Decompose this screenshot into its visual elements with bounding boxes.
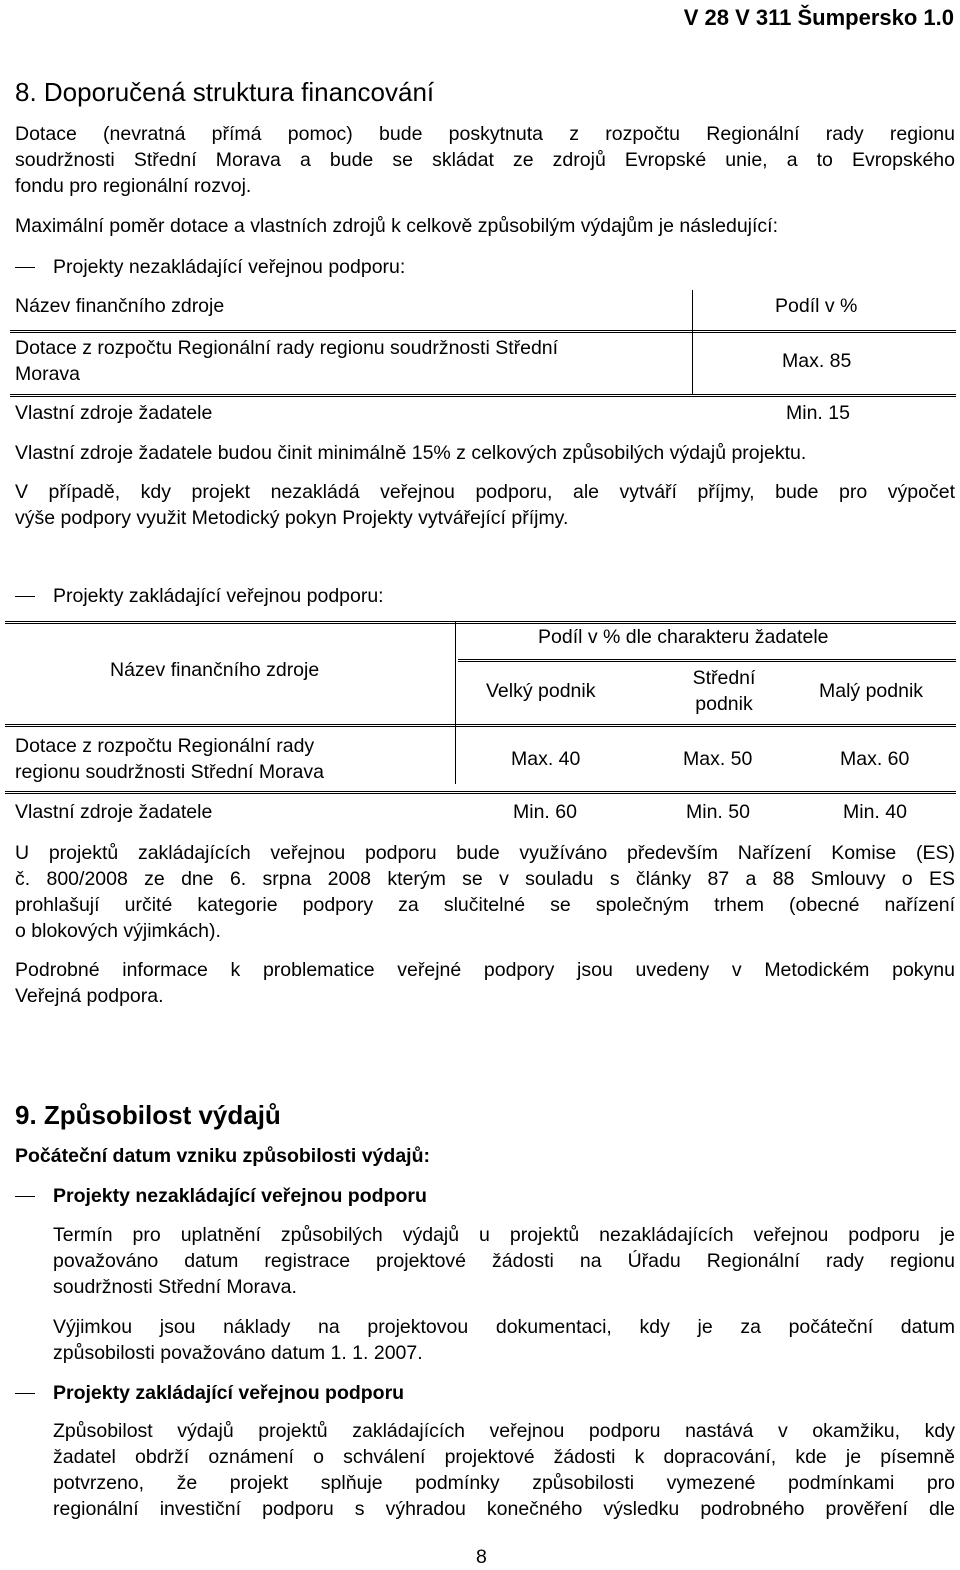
- page-number: 8: [476, 1546, 487, 1568]
- s8-bullet-2: [15, 583, 384, 609]
- s9-paragraph-3-line-2: žadatel obdrží oznámení o schválení projektové žádosti k dopracování, kde je písemně: [53, 1446, 955, 1468]
- s9-paragraph-3-line-1: Způsobilost výdajů projektů zakládajících veřejnou podporu nastává v okamžiku, kdy: [53, 1420, 955, 1442]
- table-1-header-share: Podíl v %: [775, 295, 858, 317]
- table-1-rule: [10, 396, 956, 397]
- s8-paragraph-5-line-4: o blokových výjimkách).: [15, 920, 221, 942]
- s9-bullet-1-label: Projekty nezakládající veřejnou podporu: [53, 1185, 427, 1207]
- s8-paragraph-4-line-2: výše podpory využit Metodický pokyn Projekty vytvářející příjmy.: [15, 507, 569, 529]
- table-2-row-1-large: Max. 40: [511, 748, 581, 770]
- s8-paragraph-5-line-2: č. 800/2008 ze dne 6. srpna 2008 kterým se v souladu s články 87 a 88 Smlouvy o ES: [15, 868, 955, 890]
- table-2-header-name: Název finančního zdroje: [110, 659, 320, 681]
- table-1-rule: [10, 394, 956, 395]
- table-2-row-2-name: Vlastní zdroje žadatele: [15, 801, 213, 823]
- table-2-col-large: Velký podnik: [486, 680, 596, 702]
- s9-paragraph-1-line-1: Termín pro uplatnění způsobilých výdajů u projektů nezakládajících veřejnou podporu je: [53, 1224, 955, 1246]
- table-2-rule: [5, 621, 956, 622]
- table-2-row-2-small: Min. 40: [843, 801, 907, 823]
- s9-subtitle: Počáteční datum vzniku způsobilosti výdajů:: [15, 1145, 430, 1167]
- table-2-row-1-name-line-2: regionu soudržnosti Střední Morava: [15, 761, 324, 783]
- section-9-title: 9. Způsobilost výdajů: [15, 1100, 281, 1130]
- s8-paragraph-1-line-3: fondu pro regionální rozvoj.: [15, 175, 252, 197]
- s8-paragraph-6-line-1: Podrobné informace k problematice veřejné podpory jsou uvedeny v Metodickém pokynu: [15, 959, 955, 981]
- table-2-row-1-small: Max. 60: [840, 748, 910, 770]
- s9-paragraph-2-line-2: způsobilosti považováno datum 1. 1. 2007.: [53, 1342, 423, 1364]
- document-header-id: V 28 V 311 Šumpersko 1.0: [683, 5, 954, 30]
- table-2-col-small: Malý podnik: [819, 680, 924, 702]
- table-2-rule: [5, 726, 956, 727]
- table-2-col-medium-line-1: Střední: [692, 667, 756, 689]
- s9-bullet-1: [15, 1183, 427, 1209]
- s8-paragraph-5-line-3: prohlašují určité kategorie podpory za slučitelné se společným trhem (obecné nařízení: [15, 894, 955, 916]
- table-2-row-2-large: Min. 60: [513, 801, 577, 823]
- table-2-rule: [458, 661, 956, 662]
- table-1-header-name: Název finančního zdroje: [15, 295, 225, 317]
- table-2-rule: [5, 791, 956, 792]
- section-8-title: 8. Doporučená struktura financování: [15, 77, 435, 107]
- s9-bullet-2: [15, 1380, 404, 1406]
- s9-paragraph-1-line-2: považováno datum registrace projektové žádosti na Úřadu Regionální rady regionu: [53, 1250, 955, 1272]
- table-2-rule: [5, 724, 956, 725]
- table-2-rule: [5, 793, 956, 794]
- table-2-rule: [458, 659, 956, 660]
- dash-icon: [15, 596, 35, 597]
- s9-paragraph-1-line-3: soudržnosti Střední Morava.: [53, 1276, 297, 1298]
- table-1-row-2-name: Vlastní zdroje žadatele: [15, 402, 213, 424]
- s8-paragraph-4-line-1: V případě, kdy projekt nezakládá veřejnou podporu, ale vytváří příjmy, bude pro výpočet: [15, 481, 955, 503]
- table-2-header-share: Podíl v % dle charakteru žadatele: [538, 626, 829, 648]
- table-1-row-1-name-line-2: Morava: [15, 363, 81, 385]
- s8-paragraph-3: Vlastní zdroje žadatele budou činit minimálně 15% z celkových způsobilých výdajů projektu.: [15, 442, 807, 464]
- table-2-row-1-name-line-1: Dotace z rozpočtu Regionální rady: [15, 735, 315, 757]
- table-1-column-divider: [692, 290, 693, 394]
- table-1-rule: [10, 332, 956, 333]
- s8-paragraph-6-line-2: Veřejná podpora.: [15, 985, 164, 1007]
- s8-paragraph-1-line-1: Dotace (nevratná přímá pomoc) bude poskytnuta z rozpočtu Regionální rady regionu: [15, 123, 955, 145]
- table-2-row-2-medium: Min. 50: [686, 801, 750, 823]
- dash-icon: [15, 1393, 35, 1394]
- dash-icon: [15, 267, 35, 268]
- s8-bullet-2-label: Projekty zakládající veřejnou podporu:: [53, 585, 384, 607]
- dash-icon: [15, 1196, 35, 1197]
- table-2-row-1-medium: Max. 50: [683, 748, 753, 770]
- s8-bullet-1-label: Projekty nezakládající veřejnou podporu:: [53, 256, 406, 278]
- s9-paragraph-3-line-3: potvrzeno, že projekt splňuje podmínky způsobilosti vymezené podmínkami pro: [53, 1472, 955, 1494]
- s8-paragraph-1-line-2: soudržnosti Střední Morava a bude se skládat ze zdrojů Evropské unie, a to Evropského: [15, 149, 955, 171]
- table-1-row-1-name-line-1: Dotace z rozpočtu Regionální rady regionu soudržnosti Střední: [15, 337, 559, 359]
- table-1-row-1-value: Max. 85: [782, 350, 852, 372]
- table-2-column-divider: [455, 621, 456, 784]
- s8-paragraph-2: Maximální poměr dotace a vlastních zdrojů k celkově způsobilým výdajům je následující:: [15, 215, 779, 237]
- s9-paragraph-3-line-4: regionální investiční podporu s výhradou konečného výsledku podrobného prověření dle: [53, 1498, 955, 1520]
- table-2-col-medium-line-2: podnik: [695, 693, 753, 715]
- s8-bullet-1: [15, 254, 405, 280]
- s9-paragraph-2-line-1: Výjimkou jsou náklady na projektovou dokumentaci, kdy je za počáteční datum: [53, 1316, 955, 1338]
- s8-paragraph-5-line-1: U projektů zakládajících veřejnou podporu bude využíváno především Nařízení Komise (ES): [15, 842, 955, 864]
- table-1-row-2-value: Min. 15: [786, 402, 850, 424]
- s9-bullet-2-label: Projekty zakládající veřejnou podporu: [53, 1382, 405, 1404]
- table-1-rule: [10, 330, 956, 331]
